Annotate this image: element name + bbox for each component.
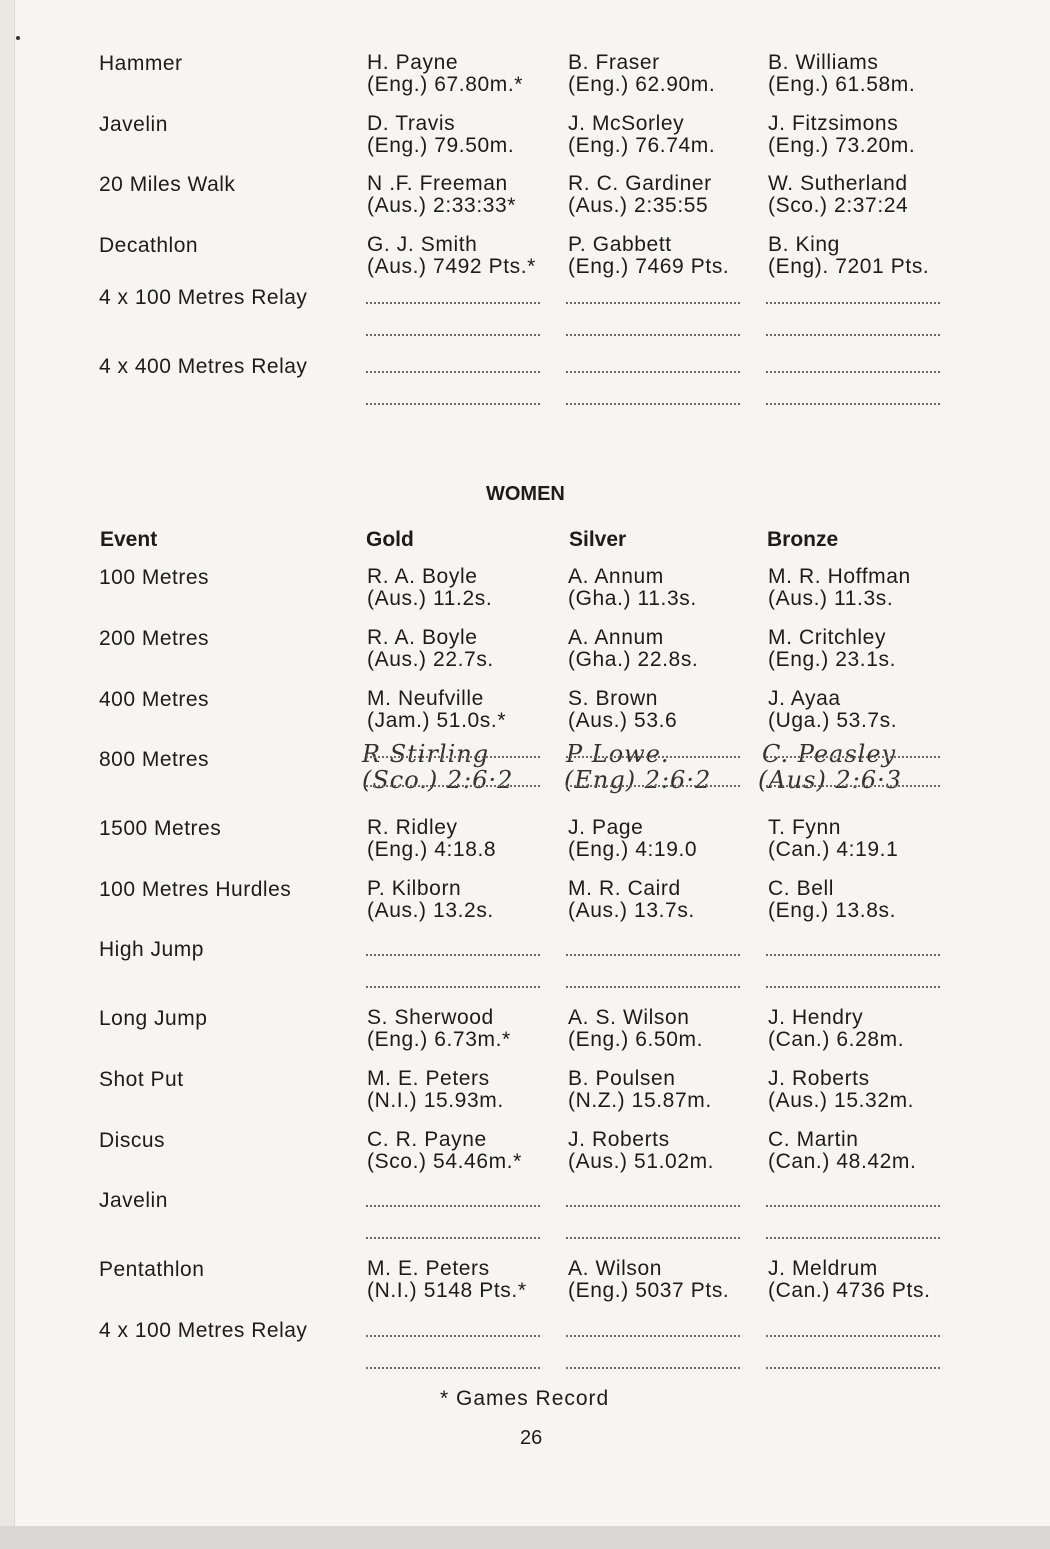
gold-medalist (367, 1129, 557, 1173)
gold-medalist (367, 1258, 557, 1302)
athlete-name: A. Annum (568, 565, 664, 588)
bronze-medalist (768, 566, 958, 610)
country-and-result: (Can.) 48.42m. (768, 1150, 917, 1173)
dotted-entry-line (366, 1205, 540, 1207)
country-and-result: (Eng.) 79.50m. (367, 134, 515, 157)
country-and-result: (Eng.) 5037 Pts. (568, 1279, 730, 1302)
dotted-entry-line (566, 1367, 740, 1369)
athlete-name: J. Roberts (568, 1128, 670, 1151)
gold-medalist (367, 173, 557, 217)
athlete-name: C. Bell (768, 877, 835, 900)
bronze-medalist (768, 1007, 958, 1051)
silver-medalist (568, 1007, 758, 1051)
dotted-entry-line (566, 403, 740, 405)
dotted-entry-line (566, 1335, 740, 1337)
dotted-entry-line (766, 954, 940, 956)
silver-medalist (568, 627, 758, 671)
country-and-result: (Eng.) 6.73m.* (367, 1028, 511, 1051)
silver-handwritten-name: P Lowe. (566, 740, 670, 768)
country-and-result: (Sco.) 54.46m.* (367, 1150, 522, 1173)
athlete-name: R. A. Boyle (367, 626, 478, 649)
country-and-result: (Eng.) 73.20m. (768, 134, 916, 157)
country-and-result: (Eng.) 6.50m. (568, 1028, 704, 1051)
country-and-result: (Eng.) 7469 Pts. (568, 255, 730, 278)
ink-speck (16, 36, 20, 40)
bronze-medalist (768, 688, 958, 732)
athlete-name: P. Kilborn (367, 877, 462, 900)
country-and-result: (Gha.) 11.3s. (568, 587, 697, 610)
athlete-name: M. Neufville (367, 687, 484, 710)
page-bottom-edge (0, 1526, 1050, 1549)
event-name: 100 Metres Hurdles (99, 878, 292, 901)
dotted-entry-line (766, 371, 940, 373)
country-and-result: (Eng.) 4:19.0 (568, 838, 698, 861)
gold-medalist (367, 878, 557, 922)
country-and-result: (Eng.) 4:18.8 (367, 838, 497, 861)
silver-medalist (568, 173, 758, 217)
gold-medalist (367, 1068, 557, 1112)
gold-medalist (367, 113, 557, 157)
athlete-name: G. J. Smith (367, 233, 478, 256)
event-name: 200 Metres (99, 627, 210, 650)
event-name: Javelin (99, 1189, 168, 1212)
dotted-entry-line (766, 403, 940, 405)
country-and-result: (Aus.) 11.2s. (367, 587, 493, 610)
dotted-entry-line (366, 403, 540, 405)
country-and-result: (Eng.) 23.1s. (768, 648, 897, 671)
country-and-result: (Gha.) 22.8s. (568, 648, 699, 671)
header-event: Event (100, 528, 158, 551)
header-silver: Silver (569, 528, 627, 551)
bronze-medalist (768, 1129, 958, 1173)
dotted-entry-line (366, 1237, 540, 1239)
bronze-medalist (768, 817, 958, 861)
event-name: 100 Metres (99, 566, 210, 589)
athlete-name: A. Wilson (568, 1257, 663, 1280)
dotted-entry-line (566, 371, 740, 373)
header-gold: Gold (366, 528, 414, 551)
dotted-entry-line (366, 785, 540, 787)
country-and-result: (Aus.) 22.7s. (367, 648, 494, 671)
dotted-entry-line (766, 334, 940, 336)
bronze-handwritten-name: C. Peasley (762, 740, 897, 768)
event-name: Long Jump (99, 1007, 208, 1030)
country-and-result: (Aus.) 13.7s. (568, 899, 695, 922)
silver-medalist (568, 878, 758, 922)
bronze-medalist (768, 52, 958, 96)
event-name: Hammer (99, 52, 183, 75)
athlete-name: R. C. Gardiner (568, 172, 712, 195)
event-name: High Jump (99, 938, 204, 961)
dotted-entry-line (366, 371, 540, 373)
athlete-name: C. R. Payne (367, 1128, 487, 1151)
country-and-result: (Aus.) 51.02m. (568, 1150, 715, 1173)
country-and-result: (N.Z.) 15.87m. (568, 1089, 712, 1112)
dotted-entry-line (566, 986, 740, 988)
dotted-entry-line (566, 334, 740, 336)
gold-medalist (367, 817, 557, 861)
country-and-result: (Aus.) 11.3s. (768, 587, 894, 610)
bronze-medalist (768, 1068, 958, 1112)
athlete-name: M. E. Peters (367, 1067, 490, 1090)
section-title-women: WOMEN (486, 483, 565, 505)
dotted-entry-line (566, 302, 740, 304)
gold-handwritten-result: (Sco.) 2:6·2 (362, 766, 514, 794)
silver-medalist (568, 234, 758, 278)
dotted-entry-line (766, 986, 940, 988)
athlete-name: D. Travis (367, 112, 456, 135)
dotted-entry-line (766, 785, 940, 787)
footnote-games-record: * Games Record (440, 1387, 610, 1410)
header-bronze: Bronze (767, 528, 839, 551)
silver-medalist (568, 1129, 758, 1173)
event-name: 4 x 100 Metres Relay (99, 286, 308, 309)
event-name: 20 Miles Walk (99, 173, 236, 196)
country-and-result: (Sco.) 2:37:24 (768, 194, 909, 217)
silver-medalist (568, 817, 758, 861)
gold-medalist (367, 627, 557, 671)
event-name: Javelin (99, 113, 168, 136)
athlete-name: H. Payne (367, 51, 459, 74)
event-name: 400 Metres (99, 688, 210, 711)
athlete-name: J. Fitzsimons (768, 112, 899, 135)
dotted-entry-line (566, 756, 740, 758)
athlete-name: S. Sherwood (367, 1006, 494, 1029)
country-and-result: (Can.) 4736 Pts. (768, 1279, 931, 1302)
dotted-entry-line (766, 1367, 940, 1369)
athlete-name: J. Hendry (768, 1006, 864, 1029)
dotted-entry-line (366, 1335, 540, 1337)
dotted-entry-line (566, 785, 740, 787)
country-and-result: (Eng.) 67.80m.* (367, 73, 524, 96)
athlete-name: P. Gabbett (568, 233, 672, 256)
page-number: 26 (520, 1427, 543, 1449)
country-and-result: (Uga.) 53.7s. (768, 709, 898, 732)
country-and-result: (Can.) 6.28m. (768, 1028, 905, 1051)
athlete-name: W. Sutherland (768, 172, 908, 195)
dotted-entry-line (566, 1237, 740, 1239)
bronze-medalist (768, 113, 958, 157)
dotted-entry-line (766, 1205, 940, 1207)
athlete-name: M. E. Peters (367, 1257, 490, 1280)
bronze-medalist (768, 173, 958, 217)
country-and-result: (Aus.) 53.6 (568, 709, 678, 732)
event-name: 4 x 400 Metres Relay (99, 355, 308, 378)
dotted-entry-line (766, 302, 940, 304)
dotted-entry-line (366, 954, 540, 956)
athlete-name: R. A. Boyle (367, 565, 478, 588)
silver-medalist (568, 52, 758, 96)
athlete-name: B. King (768, 233, 840, 256)
country-and-result: (N.I.) 5148 Pts.* (367, 1279, 527, 1302)
event-name: Pentathlon (99, 1258, 205, 1281)
gold-medalist (367, 52, 557, 96)
athlete-name: R. Ridley (367, 816, 458, 839)
gold-medalist (367, 234, 557, 278)
athlete-name: J. Ayaa (768, 687, 841, 710)
athlete-name: M. R. Hoffman (768, 565, 911, 588)
athlete-name: N .F. Freeman (367, 172, 508, 195)
athlete-name: J. Meldrum (768, 1257, 878, 1280)
athlete-name: A. Annum (568, 626, 664, 649)
dotted-entry-line (766, 1237, 940, 1239)
bronze-medalist (768, 627, 958, 671)
gold-medalist (367, 1007, 557, 1051)
bronze-medalist (768, 878, 958, 922)
country-and-result: (Eng). 7201 Pts. (768, 255, 930, 278)
event-name: 4 x 100 Metres Relay (99, 1319, 308, 1342)
dotted-entry-line (766, 756, 940, 758)
country-and-result: (Eng.) 61.58m. (768, 73, 916, 96)
athlete-name: J. McSorley (568, 112, 685, 135)
event-name: Discus (99, 1129, 166, 1152)
silver-medalist (568, 566, 758, 610)
gold-medalist (367, 566, 557, 610)
silver-medalist (568, 1068, 758, 1112)
dotted-entry-line (366, 756, 540, 758)
country-and-result: (Aus.) 2:33:33* (367, 194, 517, 217)
country-and-result: (Eng.) 13.8s. (768, 899, 897, 922)
country-and-result: (Eng.) 76.74m. (568, 134, 716, 157)
silver-handwritten-result: (Eng) 2:6·2 (564, 766, 712, 794)
gold-handwritten-name: R Stirling (362, 740, 490, 768)
athlete-name: M. Critchley (768, 626, 887, 649)
dotted-entry-line (366, 334, 540, 336)
event-name: 800 Metres (99, 748, 210, 771)
dotted-entry-line (366, 1367, 540, 1369)
athlete-name: A. S. Wilson (568, 1006, 690, 1029)
bronze-handwritten-result: (Aus) 2:6·3 (758, 766, 902, 794)
dotted-entry-line (366, 302, 540, 304)
event-name: 1500 Metres (99, 817, 222, 840)
athlete-name: S. Brown (568, 687, 658, 710)
country-and-result: (Aus.) 13.2s. (367, 899, 494, 922)
country-and-result: (N.I.) 15.93m. (367, 1089, 504, 1112)
event-name: Shot Put (99, 1068, 184, 1091)
dotted-entry-line (366, 986, 540, 988)
gold-medalist (367, 688, 557, 732)
athlete-name: B. Williams (768, 51, 879, 74)
page-binding-edge (0, 0, 15, 1549)
dotted-entry-line (566, 954, 740, 956)
country-and-result: (Aus.) 2:35:55 (568, 194, 709, 217)
athlete-name: J. Page (568, 816, 644, 839)
athlete-name: M. R. Caird (568, 877, 681, 900)
event-name: Decathlon (99, 234, 199, 257)
athlete-name: B. Poulsen (568, 1067, 676, 1090)
country-and-result: (Can.) 4:19.1 (768, 838, 899, 861)
silver-medalist (568, 688, 758, 732)
country-and-result: (Jam.) 51.0s.* (367, 709, 507, 732)
athlete-name: C. Martin (768, 1128, 859, 1151)
country-and-result: (Aus.) 7492 Pts.* (367, 255, 536, 278)
dotted-entry-line (766, 1335, 940, 1337)
country-and-result: (Eng.) 62.90m. (568, 73, 716, 96)
bronze-medalist (768, 234, 958, 278)
dotted-entry-line (566, 1205, 740, 1207)
athlete-name: T. Fynn (768, 816, 842, 839)
country-and-result: (Aus.) 15.32m. (768, 1089, 915, 1112)
athlete-name: J. Roberts (768, 1067, 870, 1090)
silver-medalist (568, 1258, 758, 1302)
athlete-name: B. Fraser (568, 51, 660, 74)
silver-medalist (568, 113, 758, 157)
bronze-medalist (768, 1258, 958, 1302)
